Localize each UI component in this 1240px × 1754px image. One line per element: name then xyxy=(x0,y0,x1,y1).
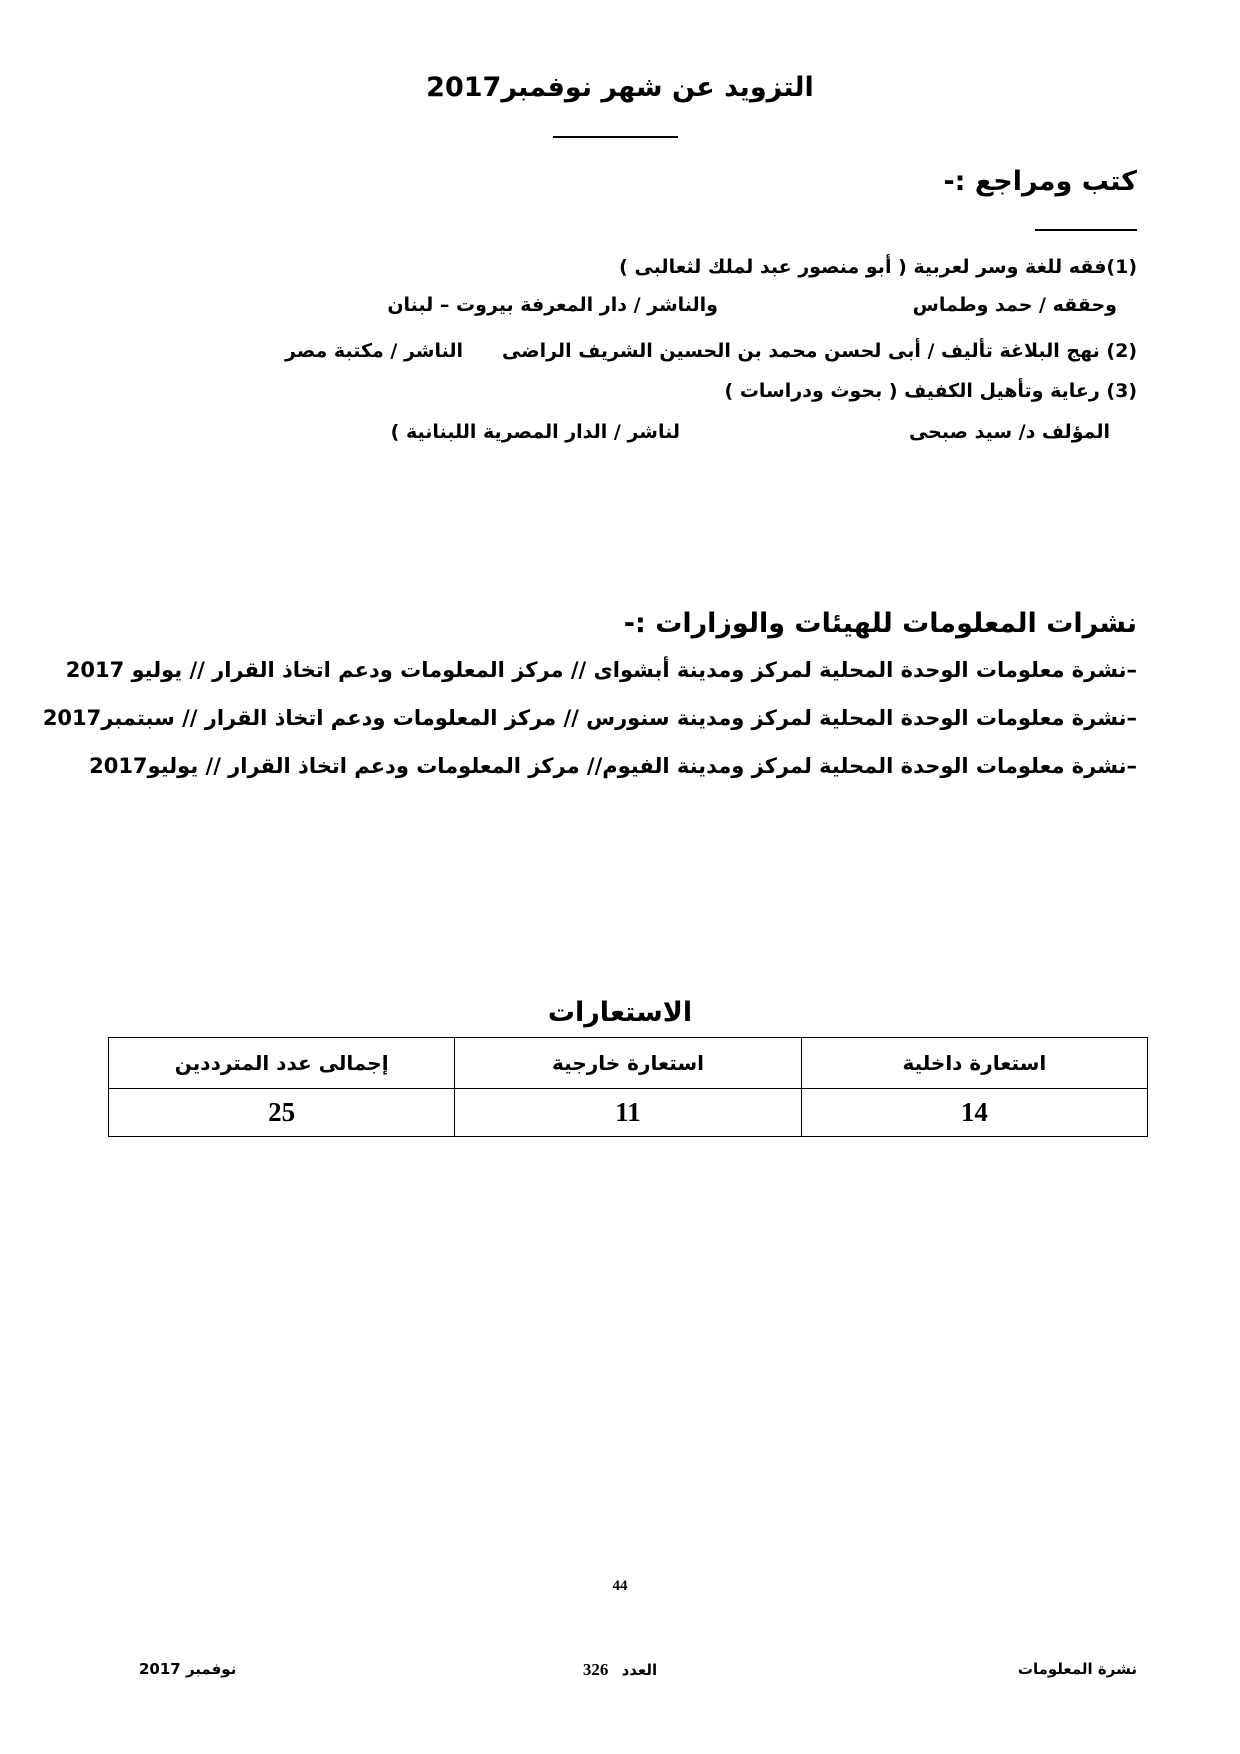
loans-heading: الاستعارات xyxy=(547,997,693,1028)
book-3-title: (3) رعاية وتأهيل الكفيف ( بحوث ودراسات ) xyxy=(724,380,1137,402)
table-row xyxy=(109,1089,1148,1137)
book-2-title: (2) نهج البلاغة تأليف / أبى لحسن محمد بن الحسين الشريف الراضى xyxy=(502,340,1137,362)
footer-bulletin-name: نشرة المعلومات xyxy=(1017,1660,1137,1678)
page-number: 44 xyxy=(612,1578,628,1594)
book-1-editor: وحققه / حمد وطماس xyxy=(912,294,1117,316)
column-header: استعارة داخلية xyxy=(801,1038,1147,1089)
table-cell: 11 xyxy=(455,1089,801,1137)
book-3-author: المؤلف د/ سيد صبحى xyxy=(908,421,1110,443)
loans-table xyxy=(108,1037,1148,1137)
books-heading: كتب ومراجع :- xyxy=(943,166,1137,197)
table-cell: 25 xyxy=(109,1089,455,1137)
bulletins-heading: نشرات المعلومات للهيئات والوزارات :- xyxy=(623,608,1137,639)
table-header-row xyxy=(109,1038,1148,1089)
bulletin-item: –نشرة معلومات الوحدة المحلية لمركز ومدينة سنورس // مركز المعلومات ودعم اتخاذ القرار // سبتمبر2017 xyxy=(42,706,1137,730)
bulletin-item: –نشرة معلومات الوحدة المحلية لمركز ومدينة أبشواى // مركز المعلومات ودعم اتخاذ القرار // يوليو 2017 xyxy=(65,658,1137,682)
table-cell: 14 xyxy=(801,1089,1147,1137)
book-1-title: (1)فقه للغة وسر لعربية ( أبو منصور عبد لملك لثعالبى ) xyxy=(619,256,1137,278)
book-2-publisher: الناشر / مكتبة مصر xyxy=(285,340,463,362)
footer-issue-number: 326 xyxy=(582,1660,609,1679)
book-3-publisher: لناشر / الدار المصرية اللبنانية ) xyxy=(390,421,680,443)
footer-issue-label: العدد xyxy=(621,1661,658,1679)
title-underline xyxy=(553,136,678,138)
book-1-publisher: والناشر / دار المعرفة بيروت – لبنان xyxy=(387,294,718,316)
books-heading-underline xyxy=(1035,229,1137,231)
bulletin-item: –نشرة معلومات الوحدة المحلية لمركز ومدينة الفيوم// مركز المعلومات ودعم اتخاذ القرار // يوليو2017 xyxy=(89,754,1137,778)
column-header: استعارة خارجية xyxy=(455,1038,801,1089)
page-title: التزويد عن شهر نوفمبر2017 xyxy=(426,72,814,103)
column-header: إجمالى عدد المترددين xyxy=(109,1038,455,1089)
footer-date: نوفمبر 2017 xyxy=(139,1660,237,1678)
